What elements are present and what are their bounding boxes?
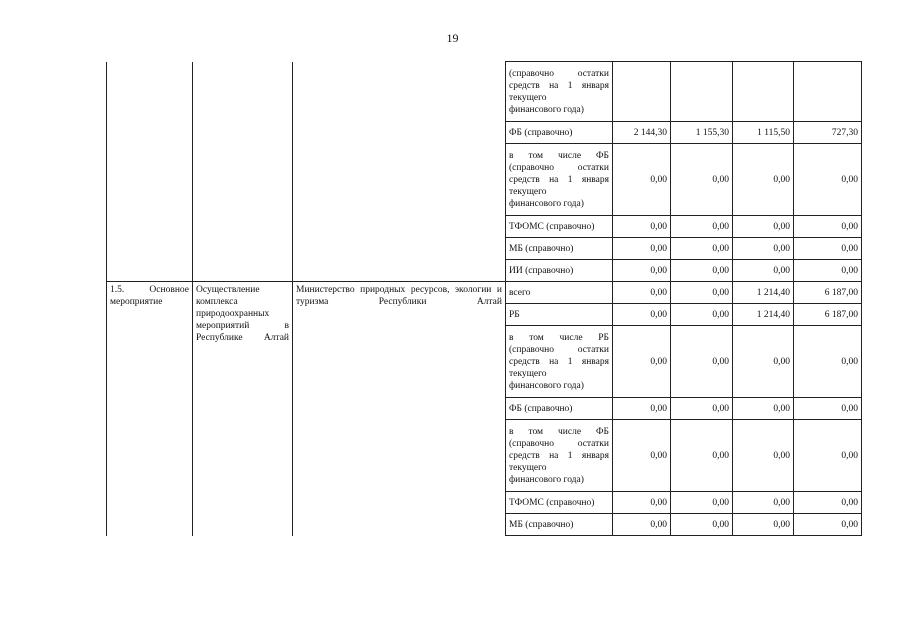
activity-name — [193, 282, 293, 536]
value-cell: 0,00 — [733, 420, 794, 492]
value-cell: 0,00 — [794, 420, 862, 492]
source-line: финансового года) — [509, 474, 584, 485]
value-cell: 0,00 — [733, 514, 794, 536]
value-cell: 0,00 — [671, 238, 733, 260]
value-cell: 0,00 — [613, 144, 671, 216]
activity-executor-text: Министерство природных ресурсов, экологии и туризма Республики Алтай — [296, 285, 502, 307]
value-cell: 0,00 — [794, 398, 862, 420]
source-line: РБ — [509, 309, 520, 320]
source-cell — [506, 304, 613, 326]
source-cell — [506, 282, 613, 304]
source-line: (справочно остатки — [509, 344, 609, 355]
source-line: текущего — [509, 368, 547, 379]
value-cell: 0,00 — [794, 238, 862, 260]
source-line: ФБ (справочно) — [509, 403, 573, 414]
value-cell: 0,00 — [733, 326, 794, 398]
source-line: ТФОМС (справочно) — [509, 221, 595, 232]
value-cell: 0,00 — [613, 420, 671, 492]
value-cell: 0,00 — [671, 282, 733, 304]
value-cell: 0,00 — [613, 304, 671, 326]
source-line: средств на 1 января — [509, 450, 609, 461]
value-cell — [671, 62, 733, 122]
value-cell: 6 187,00 — [794, 304, 862, 326]
value-cell: 0,00 — [794, 514, 862, 536]
value-cell: 0,00 — [671, 492, 733, 514]
value-cell: 2 144,30 — [613, 122, 671, 144]
source-line: текущего — [509, 186, 547, 197]
value-cell — [794, 62, 862, 122]
value-cell: 0,00 — [671, 144, 733, 216]
value-cell: 0,00 — [733, 398, 794, 420]
source-line: ИИ (справочно) — [509, 265, 574, 276]
value-cell: 0,00 — [613, 238, 671, 260]
source-line: ФБ (справочно) — [509, 127, 573, 138]
value-cell: 0,00 — [733, 144, 794, 216]
source-line: текущего — [509, 462, 547, 473]
value-cell: 0,00 — [613, 492, 671, 514]
value-cell: 0,00 — [794, 216, 862, 238]
value-cell: 0,00 — [671, 514, 733, 536]
activity-executor — [293, 282, 506, 536]
source-line: МБ (справочно) — [509, 519, 574, 530]
value-cell: 0,00 — [733, 260, 794, 282]
value-cell: 0,00 — [671, 260, 733, 282]
source-line: в том числе ФБ — [509, 426, 609, 437]
continuation-cell — [293, 62, 506, 282]
source-cell — [506, 144, 613, 216]
source-cell — [506, 62, 613, 122]
page-number: 19 — [446, 31, 459, 45]
continuation-cell — [107, 62, 193, 282]
value-cell: 0,00 — [613, 282, 671, 304]
value-cell: 727,30 — [794, 122, 862, 144]
value-cell: 0,00 — [671, 420, 733, 492]
value-cell — [613, 62, 671, 122]
source-line: средств на 1 января — [509, 356, 609, 367]
value-cell: 0,00 — [613, 260, 671, 282]
source-cell — [506, 492, 613, 514]
source-line: текущего — [509, 92, 547, 103]
value-cell: 0,00 — [794, 492, 862, 514]
source-line: финансового года) — [509, 380, 584, 391]
source-line: в том числе РБ — [509, 332, 609, 343]
source-line: (справочно остатки — [509, 162, 609, 173]
source-line: ТФОМС (справочно) — [509, 497, 595, 508]
table-row — [107, 62, 862, 122]
value-cell: 1 214,40 — [733, 304, 794, 326]
value-cell: 0,00 — [671, 398, 733, 420]
activity-number-text: 1.5. Основное мероприятие — [110, 285, 189, 307]
source-cell — [506, 260, 613, 282]
activity-number — [107, 282, 193, 536]
continuation-cell — [193, 62, 293, 282]
value-cell: 0,00 — [613, 514, 671, 536]
source-cell — [506, 216, 613, 238]
value-cell: 0,00 — [794, 260, 862, 282]
source-line: (справочно остатки — [509, 438, 609, 449]
value-cell: 0,00 — [613, 326, 671, 398]
value-cell: 0,00 — [733, 238, 794, 260]
value-cell: 6 187,00 — [794, 282, 862, 304]
source-line: средств на 1 января — [509, 80, 609, 91]
table-row — [107, 282, 862, 304]
value-cell: 1 214,40 — [733, 282, 794, 304]
source-cell — [506, 514, 613, 536]
value-cell: 0,00 — [671, 216, 733, 238]
source-line: финансового года) — [509, 198, 584, 209]
value-cell: 0,00 — [613, 216, 671, 238]
value-cell: 0,00 — [613, 398, 671, 420]
budget-table — [106, 61, 862, 536]
source-line: (справочно остатки — [509, 68, 609, 79]
source-line: финансового года) — [509, 104, 584, 115]
budget-table-body — [107, 62, 862, 536]
source-line: средств на 1 января — [509, 174, 609, 185]
value-cell: 0,00 — [794, 326, 862, 398]
value-cell: 0,00 — [733, 492, 794, 514]
source-cell — [506, 326, 613, 398]
source-line: всего — [509, 287, 531, 298]
value-cell: 1 115,50 — [733, 122, 794, 144]
value-cell: 0,00 — [671, 326, 733, 398]
source-cell — [506, 398, 613, 420]
source-line: МБ (справочно) — [509, 243, 574, 254]
value-cell: 0,00 — [733, 216, 794, 238]
value-cell: 0,00 — [671, 304, 733, 326]
source-cell — [506, 420, 613, 492]
source-cell — [506, 122, 613, 144]
source-cell — [506, 238, 613, 260]
source-line: в том числе ФБ — [509, 150, 609, 161]
value-cell — [733, 62, 794, 122]
value-cell: 1 155,30 — [671, 122, 733, 144]
value-cell: 0,00 — [794, 144, 862, 216]
activity-name-text: Осуществление комплекса природоохранных мероприятий в Республике Алтай — [196, 285, 289, 343]
